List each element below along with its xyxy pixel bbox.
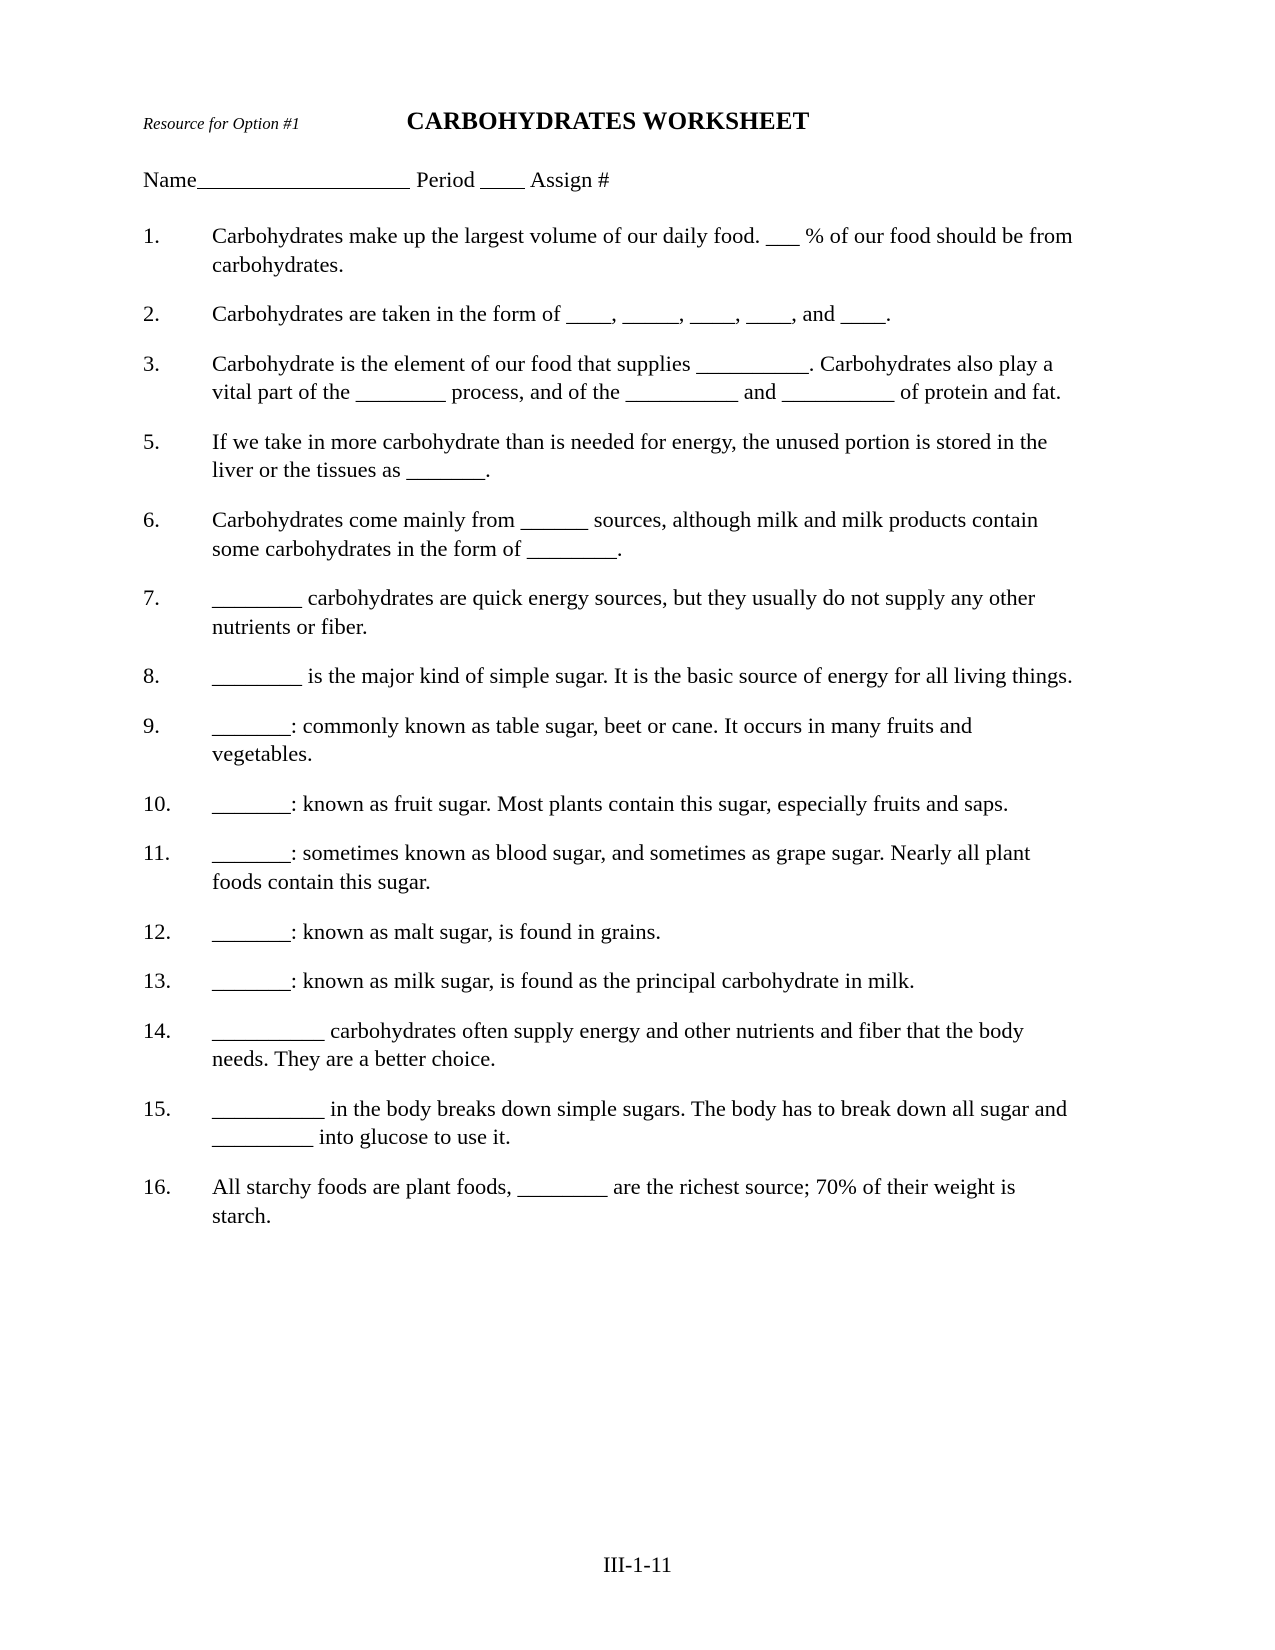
question-item [143,1173,1078,1230]
question-text: __________ in the body breaks down simple sugars. The body has to break down all sugar and _________ into glucose to use it. [212,1095,1068,1150]
question-item [143,300,1078,329]
question-item [143,918,1078,947]
page-footer-code: III-1-11 [603,1552,672,1577]
question-text: All starchy foods are plant foods, ________ are the richest source; 70% of their weight is starch. [212,1173,1016,1228]
question-text: Carbohydrates are taken in the form of ____, _____, ____, ____, and ____. [212,301,892,327]
question-number: 9. [143,712,160,738]
question-number: 13. [143,968,172,994]
question-text: __________ carbohydrates often supply energy and other nutrients and fiber that the body needs. They are a better choice. [212,1017,1024,1072]
question-item [143,428,1078,485]
question-number: 6. [143,506,160,532]
question-number: 1. [143,223,160,248]
name-period-assign-line [143,167,609,193]
question-number: 8. [143,663,160,689]
question-item [143,584,1078,641]
question-number: 5. [143,428,160,454]
question-number: 10. [143,790,172,816]
question-text: Carbohydrates come mainly from ______ sources, although milk and milk products contain some carbohydrates in the form of ________. [212,506,1039,561]
name-blank[interactable] [197,167,411,189]
period-blank[interactable] [480,167,525,189]
question-number: 12. [143,918,172,944]
assign-label: Assign # [529,167,610,193]
question-text: Carbohydrates make up the largest volume of our daily food. ___ % of our food should be from carbohydrates. [212,223,1073,277]
question-item [143,790,1078,819]
question-item [143,506,1078,563]
question-item [143,222,1078,279]
question-text: _______: known as malt sugar, is found in grains. [212,918,662,944]
question-item [143,1017,1078,1074]
period-label: Period [416,167,475,193]
page-title: CARBOHYDRATES WORKSHEET [406,108,810,135]
question-number: 16. [143,1173,172,1199]
question-number: 15. [143,1095,172,1121]
question-text: ________ carbohydrates are quick energy sources, but they usually do not supply any other nutrients or fiber. [212,585,1036,639]
question-item [143,967,1078,996]
question-text: _______: sometimes known as blood sugar, and sometimes as grape sugar. Nearly all plant foods contain this sugar. [212,840,1031,894]
name-label: Name [143,167,197,193]
resource-label: Resource for Option #1 [143,114,300,133]
question-number: 14. [143,1017,172,1043]
question-text: Carbohydrate is the element of our food that supplies __________. Carbohydrates also play a vital part of the ________ process, and of the __________ and __________ of protein and fat. [212,350,1062,405]
question-number: 2. [143,301,160,327]
question-text: If we take in more carbohydrate than is needed for energy, the unused portion is stored in the liver or the tissues as _______. [212,428,1048,483]
question-text: _______: known as fruit sugar. Most plants contain this sugar, especially fruits and saps. [212,790,1009,816]
document-header [143,108,1073,142]
question-number: 11. [143,840,171,866]
question-item [143,1095,1078,1152]
question-item [143,712,1078,769]
question-number: 7. [143,585,160,611]
question-text: _______: commonly known as table sugar, beet or cane. It occurs in many fruits and vegetables. [212,712,973,767]
question-item [143,350,1078,407]
question-text: ________ is the major kind of simple sugar. It is the basic source of energy for all living things. [212,663,1073,689]
questions-list [143,222,1078,1251]
question-number: 3. [143,350,160,376]
question-text: _______: known as milk sugar, is found as the principal carbohydrate in milk. [212,968,915,994]
question-item [143,662,1078,691]
question-item [143,839,1078,896]
